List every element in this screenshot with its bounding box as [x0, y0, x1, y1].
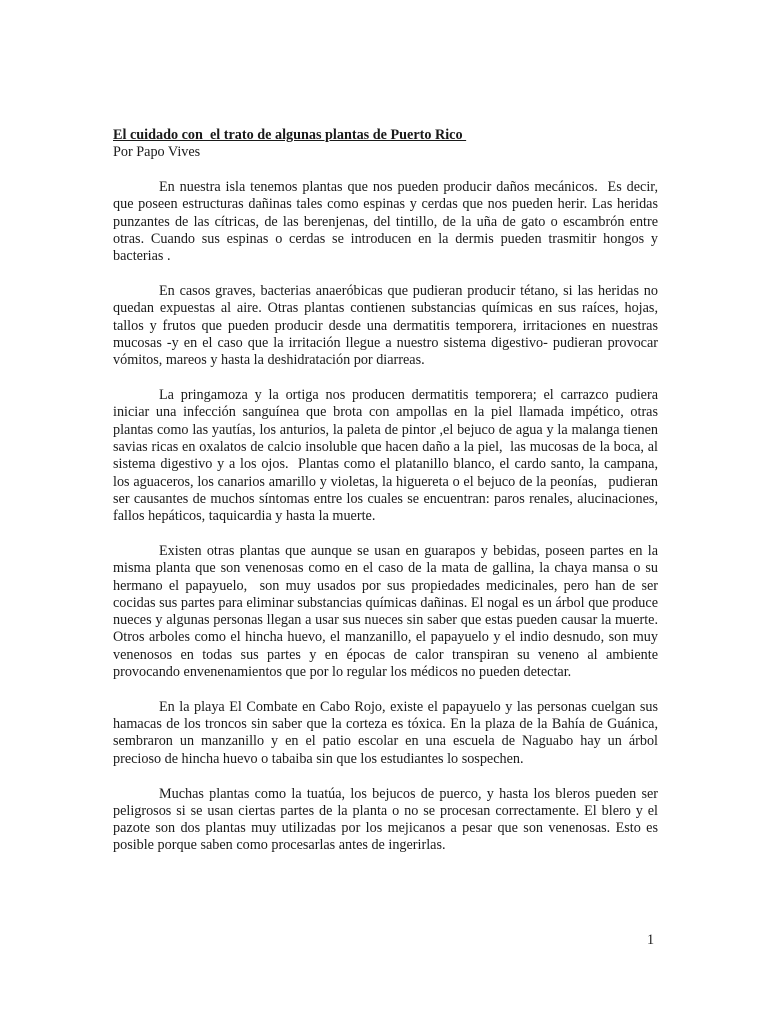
paragraph-5: En la playa El Combate en Cabo Rojo, existe el papayuelo y las personas cuelgan sus hamacas de los troncos sin saber que la corteza es tóxica. En la plaza de la Bahía de Guánica, sembraron un manzanillo y en el patio escolar en una escuela de Naguabo hay un árbol precioso de hincha huevo o tabaiba sin que los estudiantes lo sospechen. — [113, 698, 662, 767]
paragraph-2: En casos graves, bacterias anaeróbicas que pudieran producir tétano, si las heridas no quedan expuestas al aire. Otras plantas contienen substancias químicas en sus raíces, hojas, tallos y frutos que pueden producir desde una dermatitis temporera, irritaciones en nuestras mucosas -y en el caso que la irritación llegue a nuestro sistema digestivo- pudieran provocar vómitos, mareos y hasta la deshidratación por diarreas. — [113, 283, 662, 369]
document-body — [113, 127, 662, 855]
document-author: Por Papo Vives — [113, 144, 201, 161]
page-number: 1 — [647, 932, 655, 948]
paragraph-6: Muchas plantas como la tuatúa, los bejucos de puerco, y hasta los bleros pueden ser peligrosos si se usan ciertas partes de la planta o no se procesan correctamente. El blero y el pazote son dos plantas muy utilizadas por los mejicanos a pesar que son venenosas. Esto es posible porque saben como procesarlas antes de ingerirlas. — [113, 785, 662, 854]
paragraph-4: Existen otras plantas que aunque se usan en guarapos y bebidas, poseen partes en la misma planta que son venenosas como en el caso de la mata de gallina, la chaya mansa o su hermano el papayuelo, son muy usados por sus propiedades medicinales, pero han de ser cocidas sus partes para eliminar substancias químicas dañinas. El nogal es un árbol que produce nueces y algunas personas llegan a usar sus nueces sin saber que estas pueden causar la muerte. Otros arboles como el hincha huevo, el manzanillo, el papayuelo y el indio desnudo, son muy venenosos en todas sus partes y en épocas de calor transpiran su veneno al ambiente provocando envenenamientos que por lo regular los médicos no pueden detectar. — [113, 542, 662, 681]
paragraph-1: En nuestra isla tenemos plantas que nos pueden producir daños mecánicos. Es decir, que poseen estructuras dañinas tales como espinas y cerdas que nos pueden herir. Las heridas punzantes de las cítricas, de las berenjenas, del tintillo, de la uña de gato o escambrón entre otras. Cuando sus espinas o cerdas se introducen en la dermis pueden trasmitir hongos y bacterias . — [113, 179, 662, 265]
document-title: El cuidado con el trato de algunas plantas de Puerto Rico — [113, 127, 467, 143]
paragraph-3: La pringamoza y la ortiga nos producen dermatitis temporera; el carrazco pudiera iniciar una infección sanguínea que brota con ampollas en la piel llamada impético, otras plantas como las yautías, los anturios, la paleta de pintor ,el bejuco de agua y la malanga tienen savias ricas en oxalatos de calcio insoluble que hacen daño a la piel, las mucosas de la boca, al sistema digestivo y a los ojos. Plantas como el platanillo blanco, el cardo santo, la campana, los aguaceros, los canarios amarillo y violetas, la higuereta o el bejuco de la peonías, pudieran ser causantes de muchos síntomas entre los cuales se encuentran: paros renales, alucinaciones, fallos hepáticos, taquicardia y hasta la muerte. — [113, 387, 662, 525]
